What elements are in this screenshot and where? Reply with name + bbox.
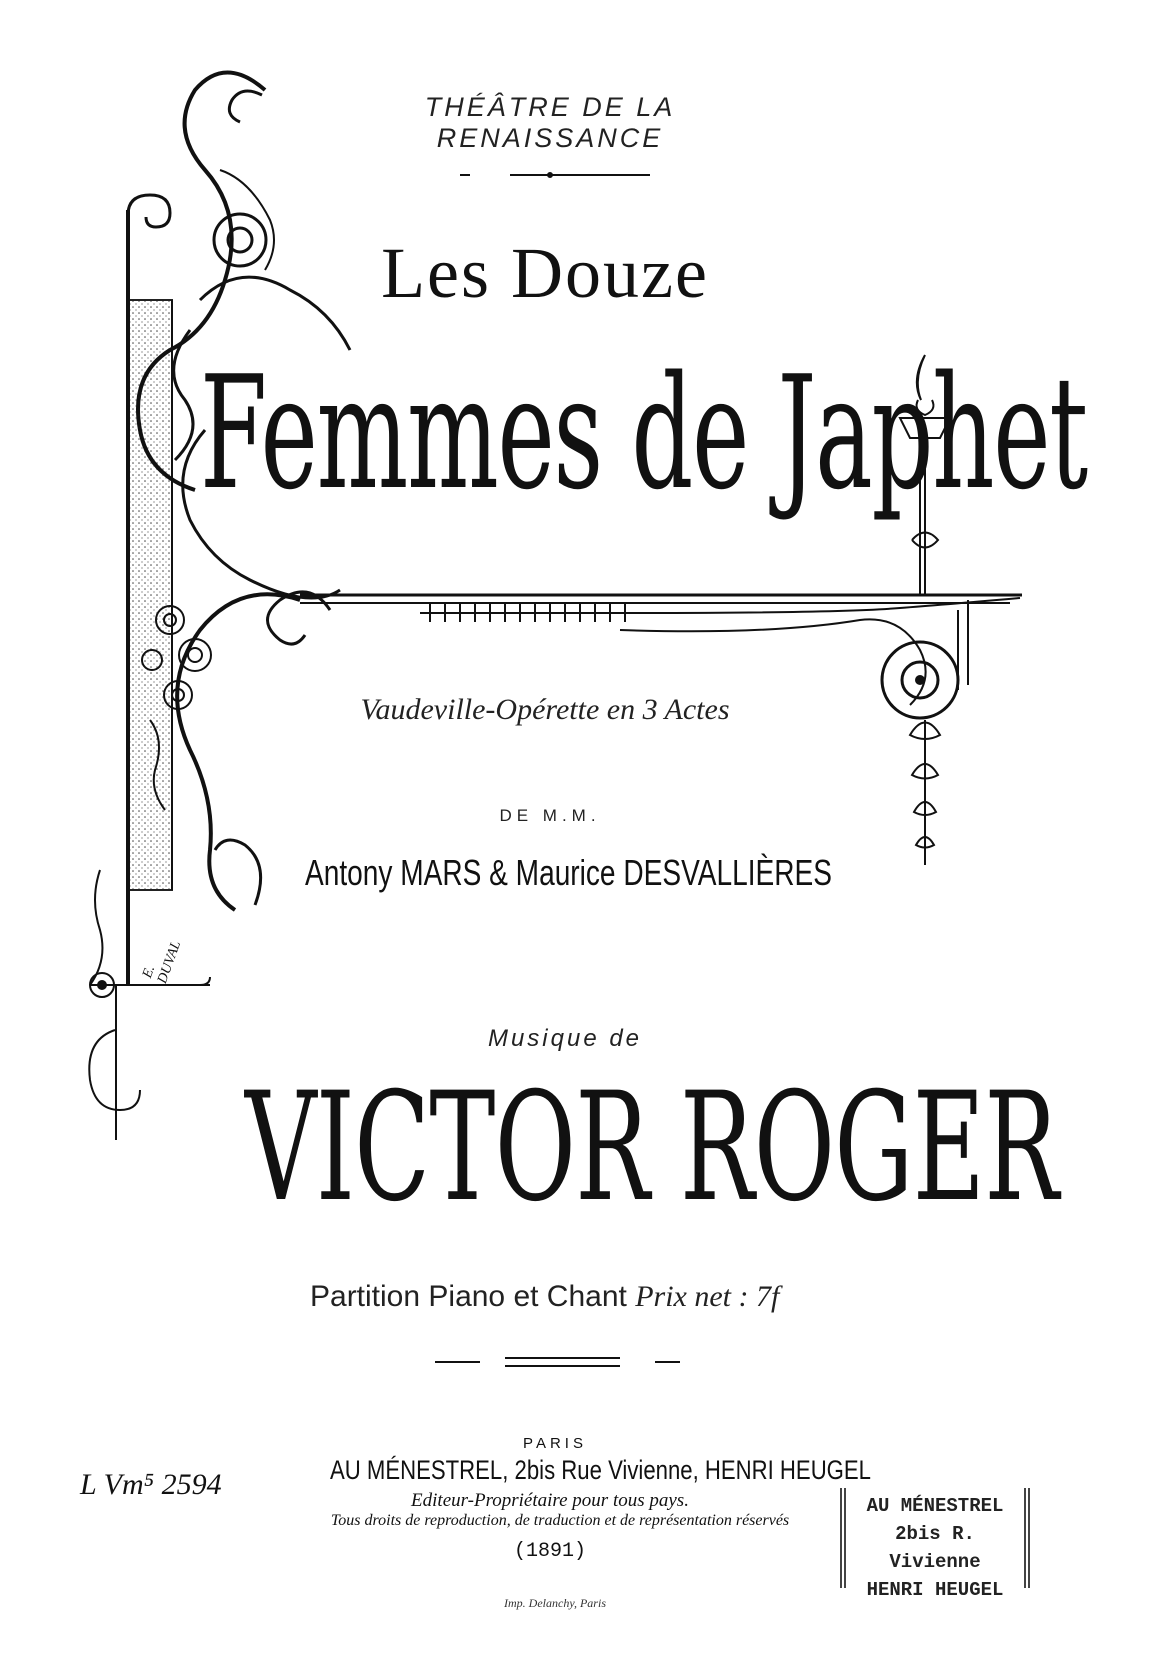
subtitle: Vaudeville-Opérette en 3 Actes — [360, 693, 730, 726]
stamp-line-2: 2bis R. Vivienne — [889, 1523, 981, 1573]
stamp-line-3: HENRI HEUGEL — [866, 1579, 1004, 1601]
printer: Imp. Delanchy, Paris — [504, 1596, 606, 1610]
rights-notice: Tous droits de reproduction, de traduction et de représentation réservés — [330, 1512, 790, 1529]
library-call-number: L Vm⁵ 2594 — [80, 1468, 222, 1501]
stippled-pillar — [128, 300, 172, 890]
edition-price: Prix net : 7f — [635, 1280, 780, 1313]
publisher-editeur: Editeur-Propriétaire pour tous pays. — [411, 1490, 689, 1511]
music-prefix: Musique de — [487, 1025, 643, 1052]
publisher-city: PARIS — [523, 1435, 587, 1452]
publisher-stamp — [840, 1488, 1030, 1601]
edition-line — [310, 1280, 830, 1314]
stamp-line-1: AU MÉNESTREL — [866, 1495, 1004, 1517]
publisher-address: AU MÉNESTREL, 2bis Rue Vivienne, HENRI HEUGEL — [330, 1455, 871, 1485]
composer-name: VICTOR ROGER — [245, 1061, 1059, 1235]
publication-year: (1891) — [513, 1540, 586, 1563]
edition-description: Partition Piano et Chant — [310, 1280, 627, 1313]
artist-signature: E. DUVAL — [140, 939, 185, 986]
title-line-1: Les Douze — [381, 233, 709, 313]
librettists-prefix: DE M.M. — [499, 806, 601, 825]
title-line-2: Femmes de Japhet — [200, 342, 1087, 524]
theatre-name: THÉÂTRE DE LA RENAISSANCE — [424, 92, 676, 153]
librettists-names: Antony MARS & Maurice DESVALLIÈRES — [305, 852, 832, 893]
